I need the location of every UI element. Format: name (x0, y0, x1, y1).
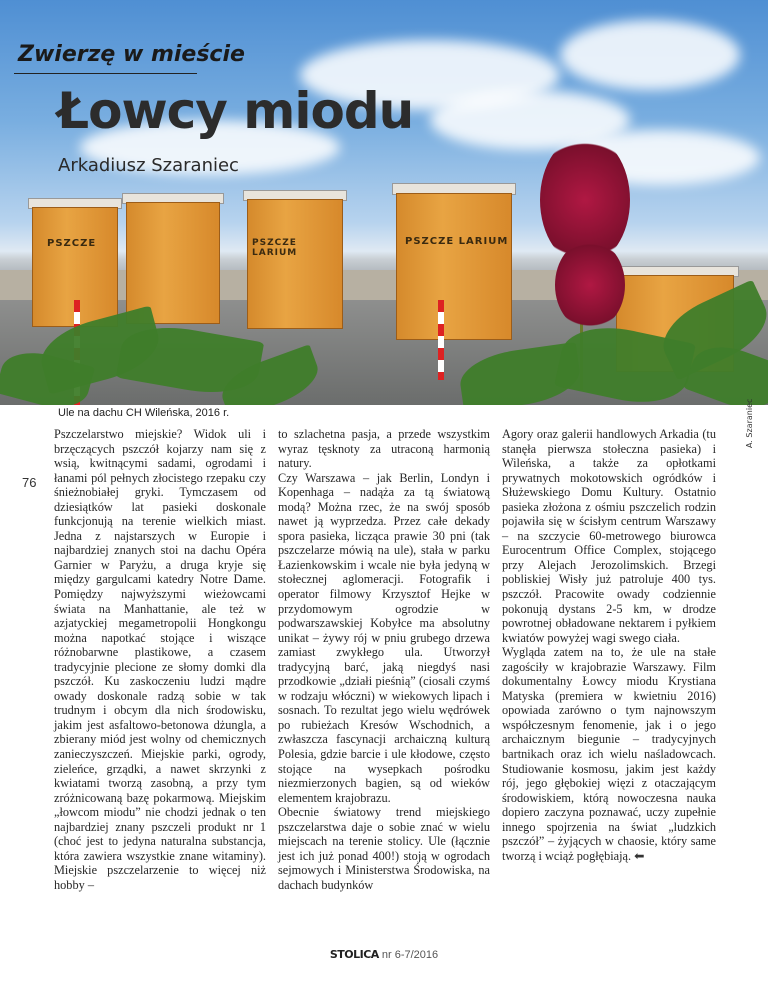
magazine-name: STOLICA (329, 948, 379, 961)
article-title: Łowcy miodu (57, 82, 414, 140)
beehive (396, 193, 512, 340)
article-author: Arkadiusz Szaraniec (58, 155, 239, 176)
hive-label: PSZCZE (47, 238, 97, 249)
hive-label: PSZCZE LARIUM (405, 236, 509, 247)
beehive (126, 202, 220, 324)
barrier-pole (438, 300, 444, 380)
beehive (247, 199, 343, 329)
article-column-3 (502, 427, 716, 863)
header-photo (0, 0, 768, 405)
issue-number: nr 6-7/2016 (381, 949, 439, 961)
article-column-1: Pszczelarstwo miejskie? Widok uli i brzęczących pszczół kojarzy nam się z wsią, kwitnącymi sadami, ogrodami i łanami pól pełnych złocistego rzepaku czy śnieżnobiałej gryki. Tymczasem od dziesiątków lat pasieki doskonale funkcjonują na terenie wielkich miast. Jedna z najstarszych w Europie i najbardziej znanych stoi na dachu Opéra Garnier w Paryżu, a druga kryje się między gargulcami katedry Notre Dame. Pomiędzy najwyższymi wieżowcami świata na Manhattanie, ale też w azjatyckiej megametropolii Hongkongu można napotkać stojące i wiszące różnobarwne plastikowe, a czasem tradycyjnie plecione ze słomy domki dla pszczół. Ku zaskoczeniu ludzi mądre owady doskonale radzą sobie w tak trudnym i obcym dla nich środowisku, jakim jest asfaltowo-betonowa dżungla, a zbierany miód jest wolny od chemicznych zanieczyszczeń. Miejskie parki, ogrody, zieleńce, grządki, a nawet skrzynki z kwiatami tworzą zasobną, a przy tym zróżnicowaną bazę pokarmową. Miejskim „łowcom miodu” nie chodzi jednak o ten najbardziej znany pszczeli produkt nr 1 (choć jest to jedyna naturalna substancja, która zawiera wszystkie znane witaminy). Miejskie pszczelarzenie to więcej niż hobby – (54, 427, 266, 892)
red-flower (555, 240, 625, 330)
section-divider (14, 73, 197, 74)
hive-label: PSZCZE LARIUM (252, 238, 298, 258)
article-column-3-text: Agory oraz galerii handlowych Arkadia (tu stanęła pierwsza stołeczna pasieka) i Wileńska, a także za opłotkami prywatnych mokotowskich ogródków i Służewskiego Domu Kultury. Ostatnio pasieka złożona z ośmiu pszczelich rodzin pojawiła się w ścisłym centrum Warszawy – na szczycie 60-metrowego biurowca Eurocentrum Office Complex, stojącego przy Alejach Jerozolimskich. Brzegi pobliskiej Wisły już patroluje 400 tys. pszczół. Pracowite owady codziennie pokonują dystans 2-5 km, w drodze powrotnej obładowane nektarem i pyłkiem kwiatów powyżej wagi swego ciała. Wygląda zatem na to, że ule na stałe zagościły w krajobrazie Warszawy. Film dokumentalny Łowcy miodu Krystiana Matyska (premiera w kwietniu 2016) opowiada zarówno o tym najnowszym współczesnym fenomenie, jak i o jego archaicznym biegunie – tradycyjnych bartnikach oraz ich wielu naśladowcach. Studiowanie kosmosu, jakim jest każdy rój, jego głębokiej więzi z otaczającym środowiskiem, którą nowoczesna nauka dopiero zaczyna poznawać, uczy zupełnie innego spojrzenia na świat „ludzkich pszczół” – żyjących w chaosie, który same tworzą i wciąż pogłębiają. (502, 427, 716, 863)
page-footer (0, 948, 768, 961)
article-column-2: to szlachetna pasja, a przede wszystkim wyraz tęsknoty za utraconą harmonią natury. Czy Warszawa – jak Berlin, Londyn i Kopenhaga – nadąża za tą światową modą? Można rzec, że na swój sposób nawet ją wyprzedza. Przez całe dekady spora pasieka, licząca prawie 30 pni (tak pszczelarze mówią na ule), stała w parku Łazienkowskim i wcale nie była jedyną w stołecznej aglomeracji. Fotografik i operator filmowy Krzysztof Hejke w przydomowym ogrodzie w podwarszawskiej Kobyłce ma absolutny unikat – żywy rój w pniu grubego drzewa zamiast zwykłego ula. Utworzył tradycyjną barć, jaką niegdyś nasi przodkowie „działi pieśnią” (ciosali czymś w rodzaju włóczni) w wiekowych lipach i sosnach. To rezultat jego wielu wędrówek po rubieżach Kresów Wschodnich, a zwłaszcza fascynacji archaiczną kulturą Polesia, gdzie barcie i ule kłodowe, często stojące na wysepkach pośrodku niezmierzonych bagien, są od wieków elementem krajobrazu. Obecnie światowy trend miejskiego pszczelarstwa daje o sobie znać w wielu miejscach na terenie stolicy. Ule (łącznie jest ich już ponad 400!) stoją w ogrodach sejmowych i Ministerstwa Środowiska, na dachach budynków (278, 427, 490, 892)
back-arrow-icon: ⬅ (634, 848, 645, 863)
page-number: 76 (22, 475, 37, 490)
section-tag: Zwierzę w mieście (18, 42, 245, 67)
photo-caption: Ule na dachu CH Wileńska, 2016 r. (58, 407, 230, 419)
photo-credit: A. Szaraniec (745, 398, 754, 448)
